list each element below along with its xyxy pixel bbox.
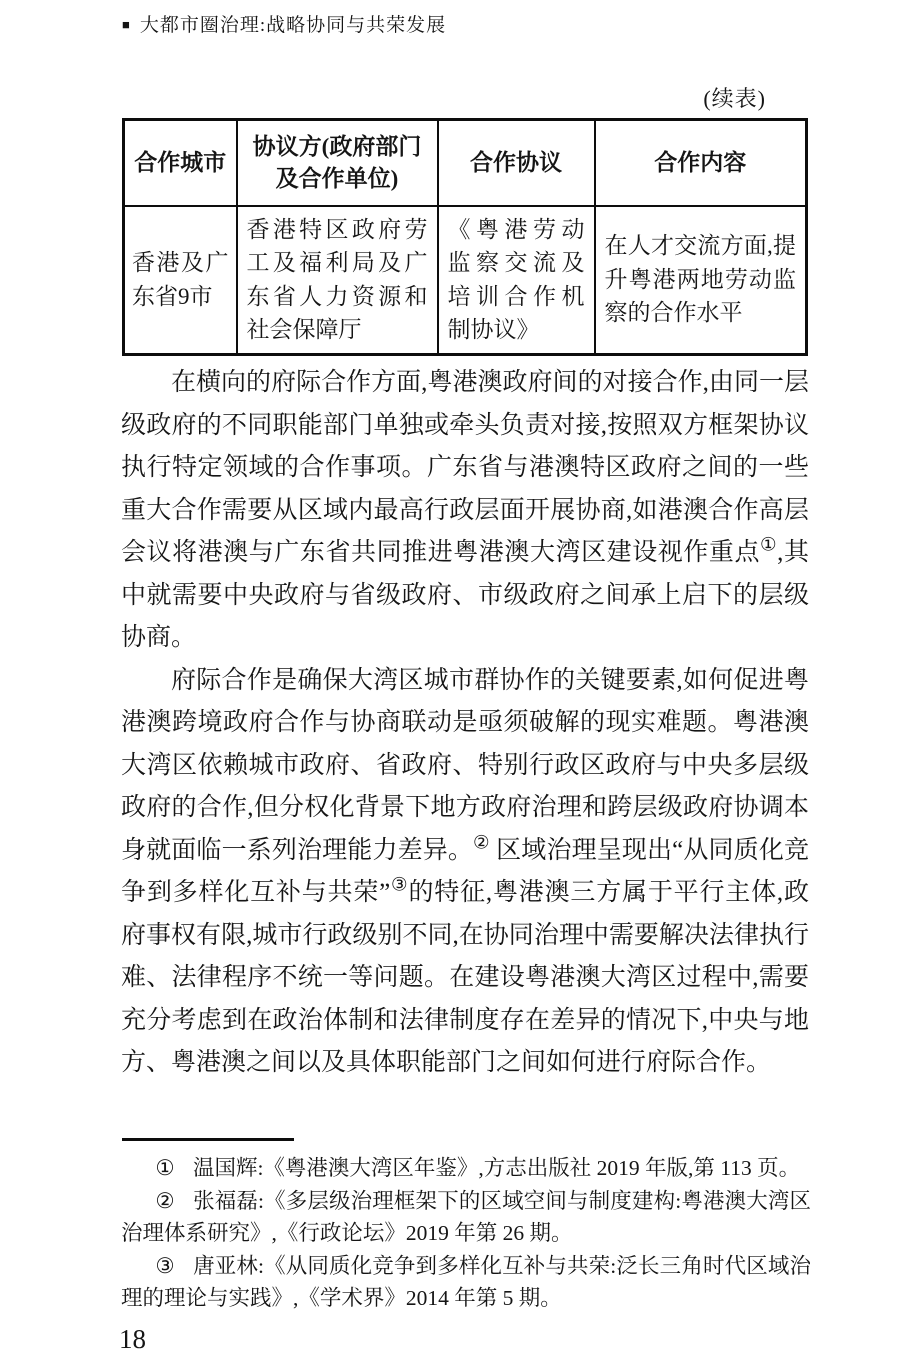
cell-parties: 香港特区政府劳工及福利局及广东省人力资源和社会保障厅 — [237, 206, 438, 355]
col-header-parties: 协议方(政府部门及合作单位) — [237, 120, 438, 206]
paragraph-2-text: 府际合作是确保大湾区城市群协作的关键要素,如何促进粤港澳跨境政府合作与协商联动是亟须破解的现实难题。粤港澳大湾区依赖城市政府、省政府、特别行政区政府与中央多层级政府的合作,但分权化背景下地方政府治理和跨层级政府协调本身就面临一系列治理能力差异。 — [121, 666, 809, 864]
cell-content: 在人才交流方面,提升粤港两地劳动监察的合作水平 — [595, 206, 807, 355]
col-header-agreement: 合作协议 — [438, 120, 595, 206]
page-number: 18 — [119, 1324, 146, 1354]
col-header-city: 合作城市 — [124, 120, 237, 206]
footnote-item — [121, 1185, 811, 1250]
running-head — [122, 10, 446, 37]
table-header-row — [124, 120, 807, 206]
footnote-ref-3: ③ — [390, 875, 409, 896]
footnote-ref-1: ① — [760, 535, 778, 556]
table-continuation-label: (续表) — [703, 86, 766, 111]
footnote-marker-1: ① — [155, 1156, 175, 1180]
paragraph-1-text: 在横向的府际合作方面,粤港澳政府间的对接合作,由同一层级政府的不同职能部门单独或牵头负责对接,按照双方框架协议执行特定领域的合作事项。广东省与港澳特区政府之间的一些重大合作需要从区域内最高行政层面开展协商,如港澳合作高层会议将港澳与广东省共同推进粤港澳大湾区建设视作重点 — [121, 369, 809, 566]
paragraph-2 — [121, 660, 809, 1085]
cell-agreement: 《粤港劳动监察交流及培训合作机制协议》 — [438, 206, 595, 355]
footnotes-section — [121, 1152, 811, 1315]
paragraph-2-text-end: 的特征,粤港澳三方属于平行主体,政府事权有限,城市行政级别不同,在协同治理中需要解决法律执行难、法律程序不统一等问题。在建设粤港澳大湾区过程中,需要充分考虑到在政治体制和法律制度存在差异的情况下,中央与地方、粤港澳之间以及具体职能部门之间如何进行府际合作。 — [121, 879, 809, 1076]
section-marker-icon: ■ — [122, 17, 131, 32]
body-text — [121, 362, 809, 1085]
cell-city: 香港及广东省9市 — [124, 206, 237, 355]
footnote-text-2: 张福磊:《多层级治理框架下的区域空间与制度建构:粤港澳大湾区治理体系研究》,《行政论坛》2019 年第 26 期。 — [121, 1188, 812, 1245]
col-header-content: 合作内容 — [595, 120, 807, 206]
footnote-ref-2: ② — [473, 833, 490, 854]
footnote-marker-2: ② — [155, 1188, 175, 1213]
paragraph-2-text-cont: 区域治理呈现出“从同质化竞争到多样化互补与共荣” — [121, 836, 809, 906]
footnote-item — [121, 1250, 811, 1315]
footnote-text-1: 温国辉:《粤港澳大湾区年鉴》,方志出版社 2019 年版,第 113 页。 — [192, 1156, 801, 1180]
footnote-item — [121, 1152, 811, 1185]
cooperation-table — [122, 118, 808, 356]
paragraph-1 — [121, 362, 809, 660]
footnote-divider — [122, 1138, 294, 1141]
footnote-text-3: 唐亚林:《从同质化竞争到多样化互补与共荣:泛长三角时代区域治理的理论与实践》,《学术界》2014 年第 5 期。 — [121, 1253, 812, 1310]
paragraph-1-text-cont: ,其中就需要中央政府与省级政府、市级政府之间承上启下的层级协商。 — [121, 539, 809, 651]
footnote-marker-3: ③ — [155, 1253, 175, 1278]
table-row — [124, 206, 807, 355]
running-head-title: 大都市圈治理:战略协同与共荣发展 — [139, 15, 447, 36]
